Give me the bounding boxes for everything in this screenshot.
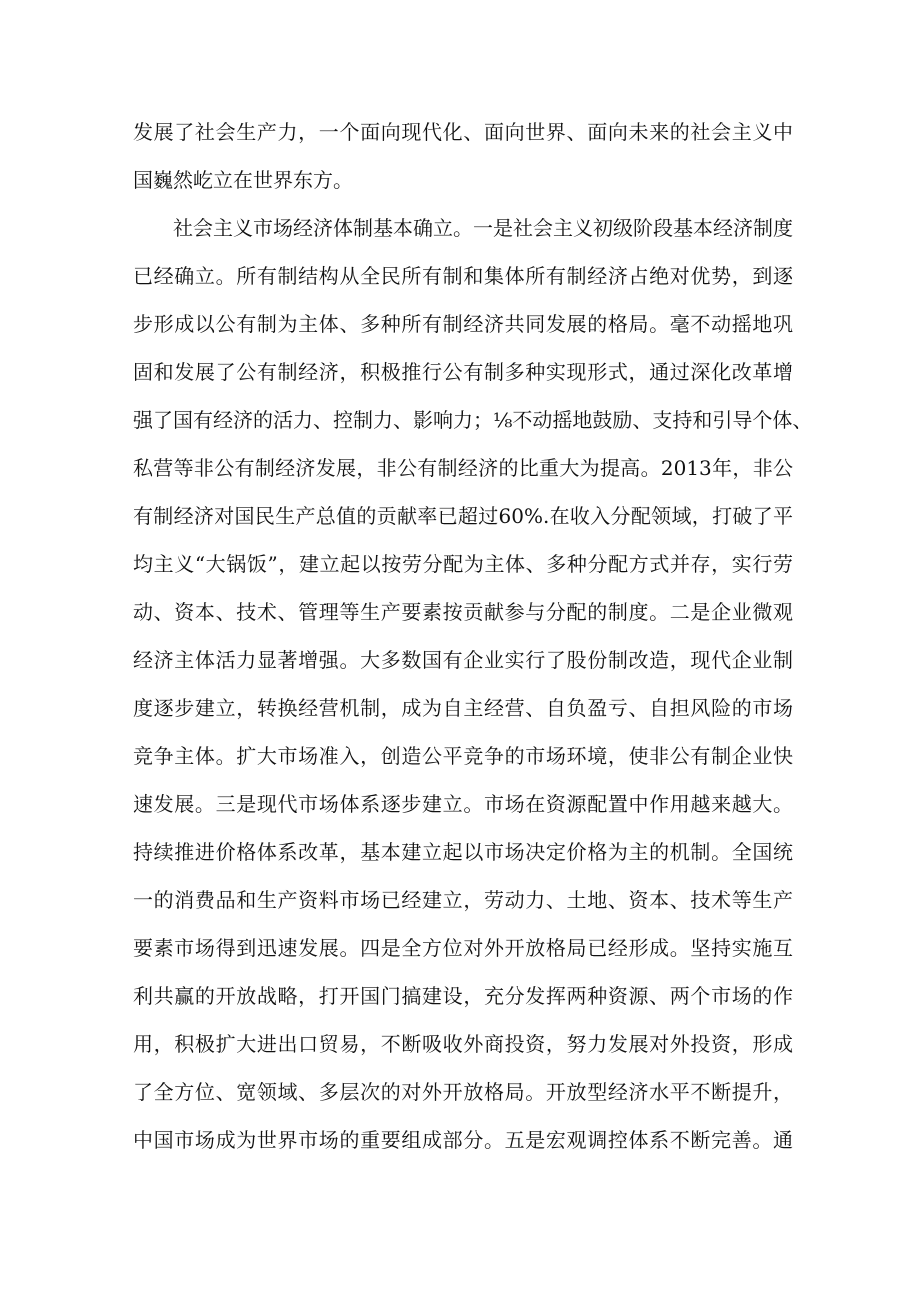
text-line: 中国市场成为世界市场的重要组成部分。五是宏观调控体系不断完善。通 xyxy=(133,1128,793,1152)
text-line: 用，积极扩大进出口贸易，不断吸收外商投资，努力发展对外投资，形成 xyxy=(133,1032,793,1056)
paragraph-first-line: 社会主义市场经济体制基本确立。一是社会主义初级阶段基本经济制度 xyxy=(173,216,793,240)
text-line: 已经确立。所有制结构从全民所有制和集体所有制经济占绝对优势，到逐 xyxy=(133,264,793,288)
text-line: 国巍然屹立在世界东方。 xyxy=(133,168,353,192)
text-line: 强了国有经济的活力、控制力、影响力；⅛不动摇地鼓励、支持和引导个体、 xyxy=(133,408,813,432)
text-line: 一的消费品和生产资料市场已经建立，劳动力、土地、资本、技术等生产 xyxy=(133,888,793,912)
text-line: 利共赢的开放战略，打开国门搞建设，充分发挥两种资源、两个市场的作 xyxy=(133,984,793,1008)
text-line: 发展了社会生产力，一个面向现代化、面向世界、面向未来的社会主义中 xyxy=(133,120,793,144)
text-line: 经济主体活力显著增强。大多数国有企业实行了股份制改造，现代企业制 xyxy=(133,648,793,672)
text-line: 私营等非公有制经济发展，非公有制经济的比重大为提高。2013年，非公 xyxy=(133,456,793,480)
text-line: 要素市场得到迅速发展。四是全方位对外开放格局已经形成。坚持实施互 xyxy=(133,936,793,960)
text-line: 度逐步建立，转换经营机制，成为自主经营、自负盈亏、自担风险的市场 xyxy=(133,696,793,720)
text-line: 竞争主体。扩大市场准入，创造公平竞争的市场环境，使非公有制企业快 xyxy=(133,744,793,768)
text-line: 步形成以公有制为主体、多种所有制经济共同发展的格局。毫不动摇地巩 xyxy=(133,312,793,336)
text-line: 有制经济对国民生产总值的贡献率已超过60%.在收入分配领域，打破了平 xyxy=(133,504,793,528)
text-line: 动、资本、技术、管理等生产要素按贡献参与分配的制度。二是企业微观 xyxy=(133,600,793,624)
text-line: 固和发展了公有制经济，积极推行公有制多种实现形式，通过深化改革增 xyxy=(133,360,793,384)
text-line: 持续推进价格体系改革，基本建立起以市场决定价格为主的机制。全国统 xyxy=(133,840,793,864)
text-line: 速发展。三是现代市场体系逐步建立。市场在资源配置中作用越来越大。 xyxy=(133,792,793,816)
text-line: 均主义“大锅饭”，建立起以按劳分配为主体、多种分配方式并存，实行劳 xyxy=(133,552,793,576)
text-line: 了全方位、宽领域、多层次的对外开放格局。开放型经济水平不断提升， xyxy=(133,1080,793,1104)
